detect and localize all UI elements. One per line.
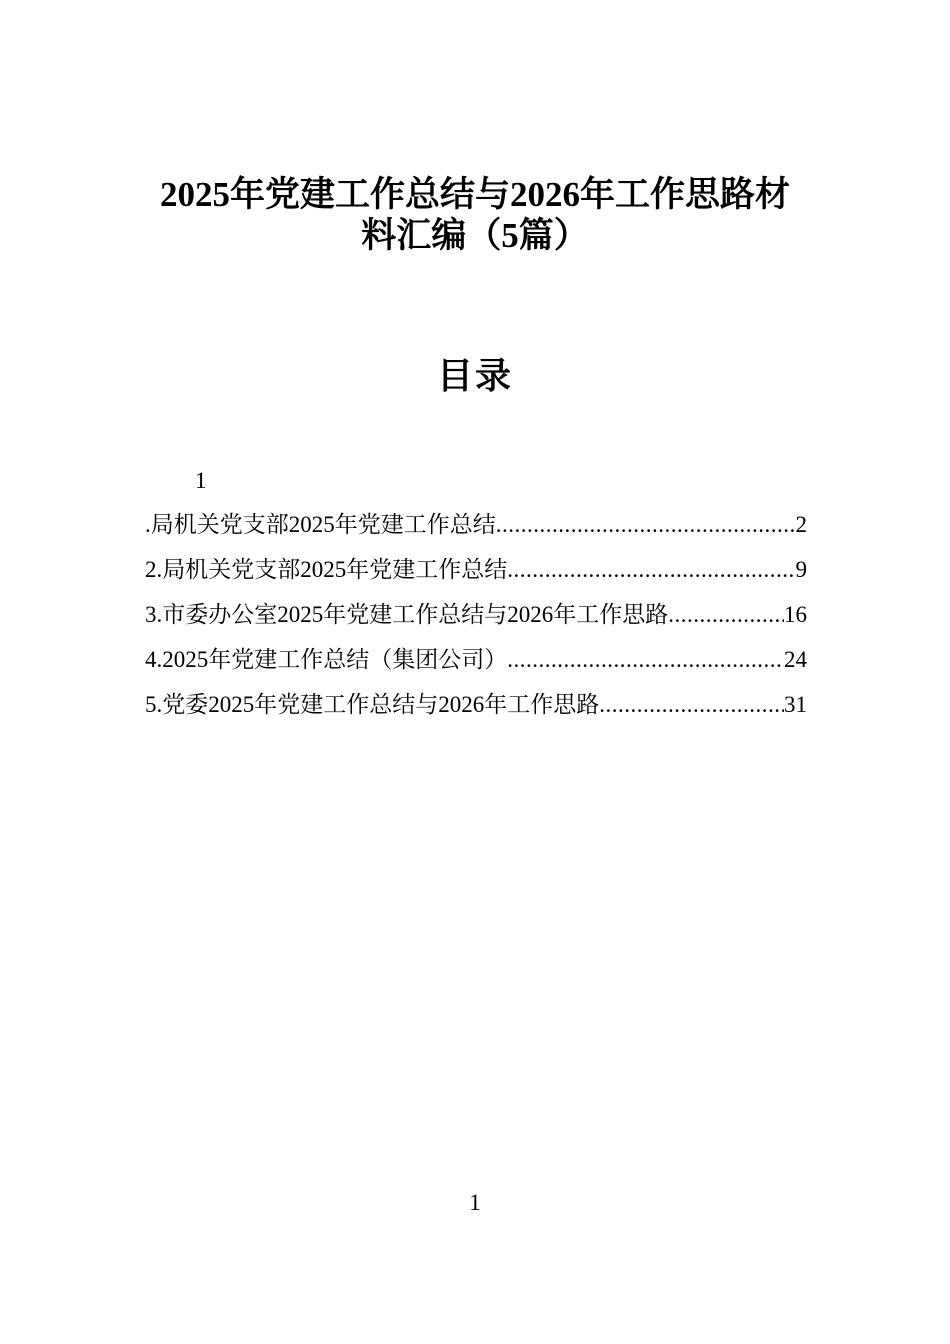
toc-dot-leader	[507, 643, 784, 677]
toc-entry-text: 4.2025年党建工作总结（集团公司）	[145, 647, 508, 672]
toc-entry-page: 16	[784, 602, 807, 627]
toc-entry-text: 3.市委办公室2025年党建工作总结与2026年工作思路	[145, 602, 669, 627]
toc-entry-page: 24	[784, 647, 807, 672]
toc-entry-text: 5.党委2025年党建工作总结与2026年工作思路	[145, 692, 600, 717]
toc-dot-leader	[507, 553, 795, 587]
toc-entry[interactable]	[145, 688, 807, 733]
document-title-line-1: 2025年党建工作总结与2026年工作思路材	[159, 175, 790, 214]
toc-stray-number: 1	[195, 468, 207, 493]
toc-entry-page: 31	[784, 692, 807, 717]
toc-entry-page: 2	[795, 512, 807, 537]
toc-dot-leader	[496, 508, 796, 542]
toc-entry-text: .局机关党支部2025年党建工作总结	[145, 512, 496, 537]
toc-heading: 目录	[436, 356, 513, 396]
document-title-line-2: 料汇编（5篇）	[361, 216, 589, 255]
toc-entry[interactable]	[145, 643, 807, 688]
toc-entry[interactable]	[145, 508, 807, 553]
toc-entry[interactable]	[145, 598, 807, 643]
toc-entry-text: 2.局机关党支部2025年党建工作总结	[145, 557, 508, 582]
toc-dot-leader	[599, 688, 784, 722]
page-number: 1	[469, 1190, 481, 1215]
table-of-contents	[145, 508, 807, 733]
toc-dot-leader	[668, 598, 784, 632]
toc-entry[interactable]	[145, 553, 807, 598]
toc-entry-page: 9	[795, 557, 807, 582]
